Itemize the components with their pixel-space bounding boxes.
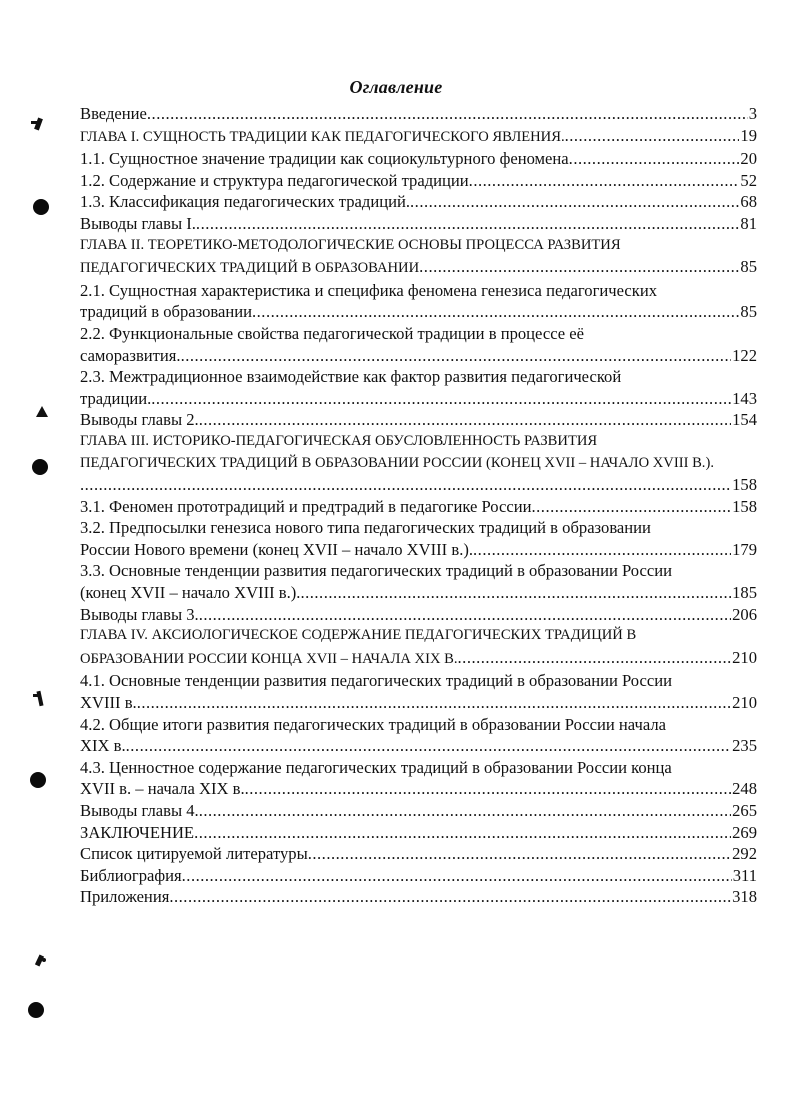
toc-entry bbox=[80, 670, 757, 713]
toc-entry-title: ГЛАВА III. ИСТОРИКО-ПЕДАГОГИЧЕСКАЯ ОБУСЛОВЛЕННОСТЬ РАЗВИТИЯ bbox=[80, 432, 598, 449]
dot-leader bbox=[80, 474, 731, 496]
toc-page-number: 85 bbox=[740, 257, 757, 277]
toc-line bbox=[80, 213, 757, 235]
toc-entry bbox=[80, 496, 757, 518]
dot-leader bbox=[199, 409, 731, 431]
table-of-contents bbox=[80, 103, 757, 908]
toc-entry-title: Библиография bbox=[80, 865, 182, 885]
toc-line bbox=[80, 474, 757, 496]
scan-speck bbox=[33, 694, 39, 697]
toc-entry bbox=[80, 517, 757, 560]
toc-page-number: 292 bbox=[732, 844, 757, 864]
toc-line bbox=[80, 256, 757, 280]
toc-page-number: 265 bbox=[732, 801, 757, 820]
toc-entry bbox=[80, 125, 757, 149]
toc-entry-title: традиции. bbox=[80, 388, 152, 408]
toc-entry bbox=[80, 604, 757, 626]
toc-entry-title: Введение bbox=[80, 104, 147, 123]
toc-page-number: 81 bbox=[740, 213, 757, 233]
toc-entry bbox=[80, 560, 757, 603]
dot-leader bbox=[147, 103, 748, 125]
toc-line bbox=[80, 539, 757, 561]
toc-entry bbox=[80, 366, 757, 409]
toc-line bbox=[80, 323, 757, 345]
toc-page-number: 68 bbox=[740, 192, 757, 212]
toc-line bbox=[80, 757, 757, 779]
toc-entry bbox=[80, 800, 757, 822]
toc-page-number: 85 bbox=[740, 302, 757, 322]
toc-line bbox=[80, 517, 757, 539]
toc-entry bbox=[80, 431, 757, 496]
toc-entry-title: Выводы главы 3. bbox=[80, 604, 199, 624]
toc-line bbox=[80, 301, 757, 323]
toc-line bbox=[80, 125, 757, 149]
toc-entry-title: Выводы главы 2. bbox=[80, 410, 199, 430]
toc-entry bbox=[80, 865, 757, 887]
toc-page-number: 19 bbox=[740, 125, 757, 145]
toc-page-number: 248 bbox=[732, 779, 757, 799]
dot-leader bbox=[419, 256, 739, 278]
toc-entry-title: XVII в. – начала XIX в. bbox=[80, 779, 245, 799]
toc-line bbox=[80, 235, 757, 257]
dot-leader bbox=[169, 886, 731, 908]
toc-entry-title: XIX в. bbox=[80, 736, 126, 756]
toc-entry-title: ГЛАВА II. ТЕОРЕТИКО-МЕТОДОЛОГИЧЕСКИЕ ОСНОВЫ ПРОЦЕССА РАЗВИТИЯ bbox=[80, 236, 621, 253]
toc-entry-title: 2.3. Межтрадиционное взаимодействие как фактор развития педагогической bbox=[80, 367, 622, 387]
dot-leader bbox=[245, 778, 732, 800]
toc-entry bbox=[80, 757, 757, 800]
dot-leader bbox=[126, 735, 731, 757]
toc-entry-title: 4.3. Ценностное содержание педагогических традиций в образовании России конца bbox=[80, 757, 672, 777]
page-title: Оглавление bbox=[349, 77, 443, 97]
toc-line bbox=[80, 886, 757, 908]
toc-page-number: 20 bbox=[740, 149, 757, 169]
toc-entry-title: 2.1. Сущностная характеристика и специфика феномена генезиса педагогических bbox=[80, 280, 658, 300]
dot-leader bbox=[181, 345, 732, 367]
toc-page-number: 52 bbox=[740, 170, 757, 190]
dot-leader bbox=[300, 582, 731, 604]
dot-leader bbox=[194, 822, 731, 844]
toc-entry-title: Список цитируемой литературы bbox=[80, 844, 308, 864]
toc-entry-title: Выводы главы I. bbox=[80, 213, 196, 233]
toc-entry-title: ОБРАЗОВАНИИ РОССИИ КОНЦА XVII – НАЧАЛА XIX В. bbox=[80, 650, 458, 667]
scan-speck bbox=[34, 118, 43, 131]
toc-line bbox=[80, 843, 757, 865]
dot-leader bbox=[196, 213, 739, 235]
toc-page-number: 210 bbox=[732, 647, 757, 667]
toc-entry-title: 1.2. Содержание и структура педагогической традиции bbox=[80, 170, 469, 190]
toc-page-number: 158 bbox=[732, 496, 757, 516]
toc-page-number: 122 bbox=[732, 345, 757, 365]
toc-line bbox=[80, 170, 757, 192]
binder-hole bbox=[32, 459, 48, 475]
dot-leader bbox=[565, 125, 740, 147]
toc-line bbox=[80, 647, 757, 671]
toc-entry-title: Приложения bbox=[80, 887, 170, 907]
toc-entry bbox=[80, 625, 757, 670]
dot-leader bbox=[308, 843, 731, 865]
toc-entry-title: (конец XVII – начало XVIII в.). bbox=[80, 583, 301, 603]
toc-line bbox=[80, 735, 757, 757]
toc-line bbox=[80, 103, 757, 125]
toc-page-number: 318 bbox=[732, 887, 757, 907]
toc-line bbox=[80, 148, 757, 170]
dot-leader bbox=[532, 496, 732, 518]
binder-hole bbox=[33, 199, 49, 215]
toc-page-number: 154 bbox=[732, 410, 757, 430]
toc-line bbox=[80, 865, 757, 887]
toc-line bbox=[80, 692, 757, 714]
toc-entry bbox=[80, 191, 757, 213]
toc-line bbox=[80, 604, 757, 626]
toc-page-number: 269 bbox=[732, 822, 757, 842]
toc-line bbox=[80, 366, 757, 388]
binder-hole bbox=[28, 1002, 44, 1018]
toc-line bbox=[80, 496, 757, 518]
scan-speck bbox=[42, 958, 46, 962]
toc-entry-title: ПЕДАГОГИЧЕСКИХ ТРАДИЦИЙ В ОБРАЗОВАНИИ РОССИИ (КОНЕЦ XVII – НАЧАЛО XVIII В.). bbox=[80, 454, 714, 471]
toc-page-number: 210 bbox=[732, 693, 757, 713]
toc-line bbox=[80, 625, 757, 647]
toc-line bbox=[80, 409, 757, 431]
toc-entry bbox=[80, 148, 757, 170]
toc-page-number: 158 bbox=[732, 475, 757, 495]
dot-leader bbox=[569, 148, 740, 170]
dot-leader bbox=[199, 800, 731, 822]
toc-entry-title: России Нового времени (конец XVII – начало XVIII в.). bbox=[80, 539, 474, 559]
toc-entry-title: традиций в образовании bbox=[80, 302, 252, 322]
toc-line bbox=[80, 560, 757, 582]
toc-entry-title: 3.3. Основные тенденции развития педагогических традиций в образовании России bbox=[80, 561, 673, 581]
toc-entry-title: ГЛАВА I. СУЩНОСТЬ ТРАДИЦИИ КАК ПЕДАГОГИЧЕСКОГО ЯВЛЕНИЯ. bbox=[80, 128, 565, 145]
toc-line bbox=[80, 280, 757, 302]
toc-entry bbox=[80, 886, 757, 908]
toc-line bbox=[80, 191, 757, 213]
toc-entry-title: 4.2. Общие итоги развития педагогических традиций в образовании России начала bbox=[80, 714, 666, 734]
dot-leader bbox=[199, 604, 731, 626]
toc-entry bbox=[80, 323, 757, 366]
toc-page-number: 206 bbox=[732, 604, 757, 624]
toc-line bbox=[80, 453, 757, 475]
toc-entry bbox=[80, 235, 757, 280]
toc-entry bbox=[80, 213, 757, 235]
toc-entry-title: ГЛАВА IV. АКСИОЛОГИЧЕСКОЕ СОДЕРЖАНИЕ ПЕДАГОГИЧЕСКИХ ТРАДИЦИЙ В bbox=[80, 627, 637, 644]
binder-hole bbox=[30, 772, 46, 788]
toc-entry-title: 4.1. Основные тенденции развития педагогических традиций в образовании России bbox=[80, 671, 673, 691]
toc-entry-title: ПЕДАГОГИЧЕСКИХ ТРАДИЦИЙ В ОБРАЗОВАНИИ bbox=[80, 260, 420, 277]
toc-entry bbox=[80, 170, 757, 192]
toc-entry-title: 1.3. Классификация педагогических традиций. bbox=[80, 192, 411, 212]
toc-entry-title: 1.1. Сущностное значение традиции как социокультурного феномена bbox=[80, 149, 569, 169]
toc-line bbox=[80, 822, 757, 844]
dot-leader bbox=[469, 170, 740, 192]
toc-line bbox=[80, 714, 757, 736]
toc-page-number: 185 bbox=[732, 583, 757, 603]
toc-entry-title: XVIII в. bbox=[80, 693, 137, 713]
toc-entry bbox=[80, 843, 757, 865]
dot-leader bbox=[410, 191, 739, 213]
toc-page-number: 143 bbox=[732, 388, 757, 408]
toc-entry-title: Выводы главы 4. bbox=[80, 801, 199, 820]
dot-leader bbox=[473, 539, 731, 561]
toc-line bbox=[80, 345, 757, 367]
toc-entry bbox=[80, 280, 757, 323]
toc-line bbox=[80, 582, 757, 604]
toc-entry-title: саморазвития. bbox=[80, 345, 181, 365]
scan-speck bbox=[31, 121, 38, 124]
toc-entry bbox=[80, 103, 757, 125]
toc-line bbox=[80, 388, 757, 410]
toc-entry-title: 3.1. Феномен прототрадиций и предтрадий в педагогике России bbox=[80, 496, 532, 516]
toc-entry-title: ЗАКЛЮЧЕНИЕ bbox=[80, 822, 195, 842]
dot-leader bbox=[182, 865, 732, 887]
toc-page-number: 235 bbox=[732, 736, 757, 756]
toc-page-number: 3 bbox=[748, 104, 757, 123]
toc-line bbox=[80, 778, 757, 800]
toc-page-number: 179 bbox=[732, 539, 757, 559]
dot-leader bbox=[137, 692, 731, 714]
dot-leader bbox=[252, 301, 739, 323]
scan-speck bbox=[36, 406, 48, 417]
toc-line bbox=[80, 800, 757, 822]
toc-entry bbox=[80, 409, 757, 431]
dot-leader bbox=[458, 647, 732, 669]
toc-entry-title: 3.2. Предпосылки генезиса нового типа педагогических традиций в образовании bbox=[80, 518, 651, 538]
toc-page-number: 311 bbox=[732, 865, 757, 885]
toc-line bbox=[80, 670, 757, 692]
toc-entry-title: 2.2. Функциональные свойства педагогической традиции в процессе её bbox=[80, 323, 585, 343]
toc-line bbox=[80, 431, 757, 453]
dot-leader bbox=[151, 388, 731, 410]
toc-entry bbox=[80, 714, 757, 757]
toc-entry bbox=[80, 822, 757, 844]
